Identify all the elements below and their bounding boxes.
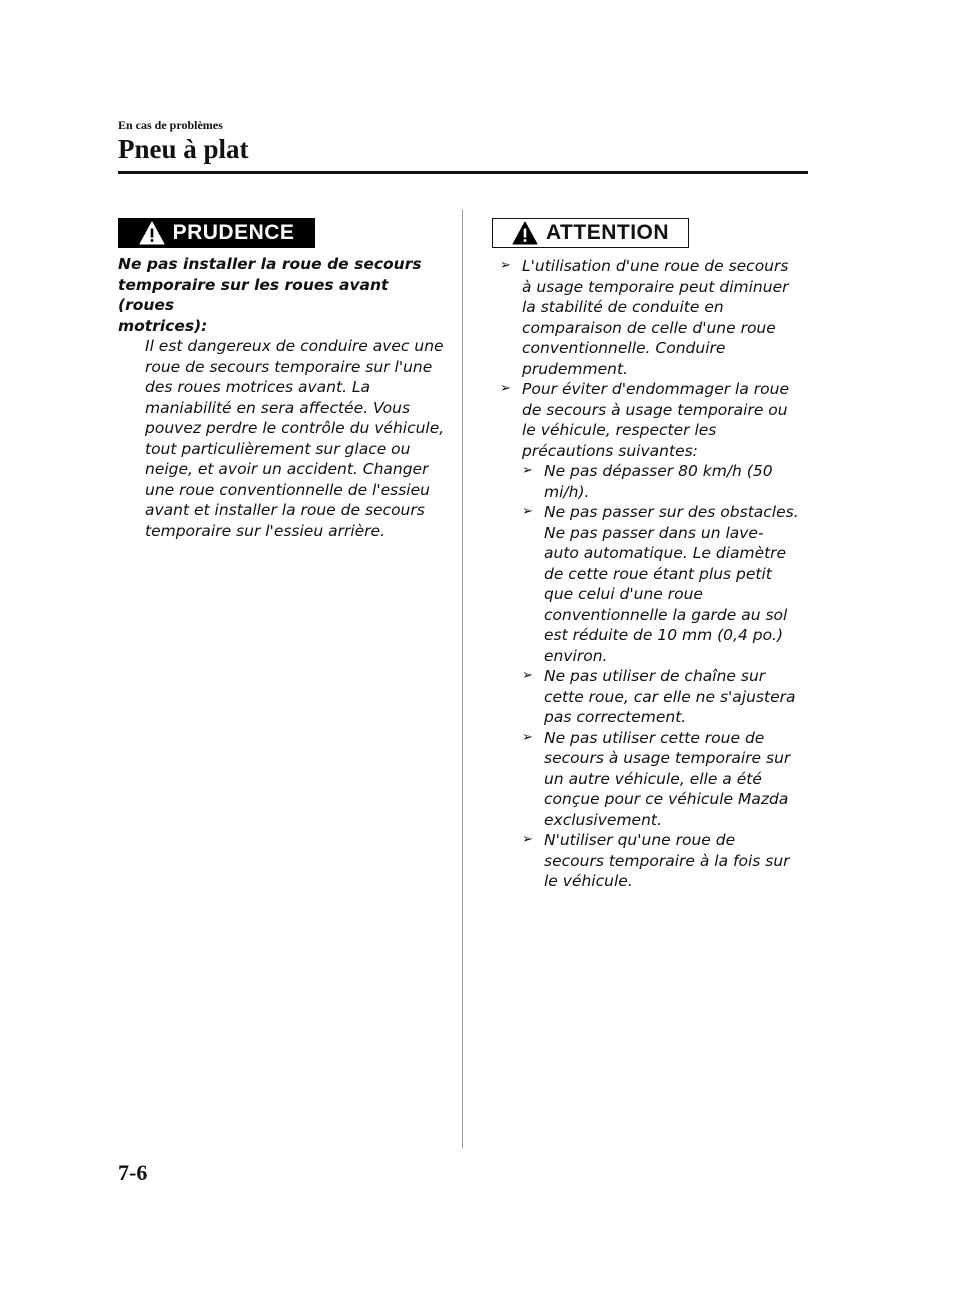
warning-triangle-icon xyxy=(512,221,538,245)
attention-item xyxy=(500,379,820,461)
attention-label: ATTENTION xyxy=(545,221,670,244)
arrow-bullet-icon: ➢ xyxy=(522,729,533,745)
warning-triangle-icon xyxy=(139,221,165,245)
page-number: 7-6 xyxy=(118,1160,148,1185)
arrow-bullet-icon: ➢ xyxy=(500,258,511,273)
attention-sub-item xyxy=(522,830,820,892)
section-label: En cas de problèmes xyxy=(118,118,223,132)
prudence-content xyxy=(118,254,448,541)
attention-item-text: L'utilisation d'une roue de secours à usage temporaire peut diminuer la stabilité de conduite en comparaison de celle d'une roue conventionnelle. Conduire prudemment. xyxy=(522,257,789,378)
attention-sub-item xyxy=(522,461,820,502)
column-divider xyxy=(462,210,463,1148)
attention-sub-item-text: Ne pas utiliser de chaîne sur cette roue, car elle ne s'ajustera pas correctement. xyxy=(544,667,796,726)
attention-badge xyxy=(492,218,689,248)
attention-sub-item-text: N'utiliser qu'une roue de secours temporaire à la fois sur le véhicule. xyxy=(544,831,790,890)
prudence-heading: Ne pas installer la roue de secours temporaire sur les roues avant (roues motrices): xyxy=(118,255,422,335)
attention-item xyxy=(500,256,820,379)
attention-content xyxy=(500,256,820,892)
attention-item-text: Pour éviter d'endommager la roue de secours à usage temporaire ou le véhicule, respecter les précautions suivantes: xyxy=(522,380,789,460)
arrow-bullet-icon: ➢ xyxy=(522,668,533,683)
arrow-bullet-icon: ➢ xyxy=(500,381,511,396)
prudence-badge xyxy=(118,218,315,248)
prudence-label: PRUDENCE xyxy=(172,221,295,244)
attention-sub-item-text: Ne pas dépasser 80 km/h (50 mi/h). xyxy=(544,462,773,501)
arrow-bullet-icon: ➢ xyxy=(522,463,533,478)
attention-sub-item xyxy=(522,502,820,666)
attention-sub-list xyxy=(500,461,820,892)
prudence-paragraph: Il est dangereux de conduire avec une roue de secours temporaire sur l'une des roues motrices avant. La maniabilité en sera affectée. Vous pouvez perdre le contrôle du véhicule, tout particulièrement sur glace ou neige, et avoir un accident. Changer une roue conventionnelle de l'essieu avant et installer la roue de secours temporaire sur l'essieu arrière. xyxy=(145,337,445,540)
arrow-bullet-icon: ➢ xyxy=(522,504,533,519)
page-title: Pneu à plat xyxy=(118,134,249,164)
title-rule xyxy=(118,171,808,174)
attention-sub-item-text: Ne pas passer sur des obstacles. Ne pas passer dans un lave- auto automatique. Le diamètre de cette roue étant plus petit que celui d'une roue conventionnelle la garde au sol est réduite de 10 mm (0,4 po.) environ. xyxy=(544,503,799,665)
attention-sub-item-text: Ne pas utiliser cette roue de secours à usage temporaire sur un autre véhicule, elle a été conçue pour ce véhicule Mazda exclusivement. xyxy=(544,728,791,829)
arrow-bullet-icon: ➢ xyxy=(522,832,533,847)
attention-sub-item xyxy=(522,728,820,831)
attention-sub-item xyxy=(522,666,820,728)
